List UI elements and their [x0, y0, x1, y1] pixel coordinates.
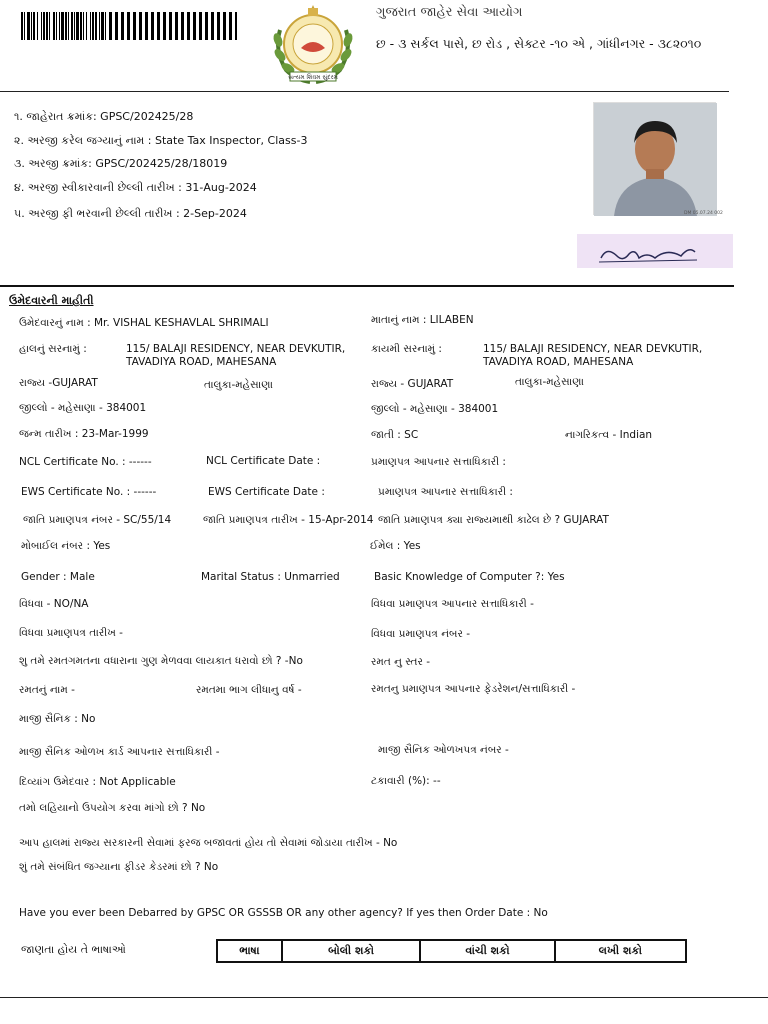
widow-certificate-date: વિધવા પ્રમાણપત્ર તારીખ -: [19, 627, 123, 639]
logo-banner-text: સત્યમ શિવમ સુંદરમ: [288, 74, 338, 81]
disability-percentage: ટકાવારી (%): --: [371, 775, 441, 787]
district-right: જીલ્લો - મહેસાણા - 384001: [371, 403, 499, 415]
candidate-name: ઉમેદવારનું નામ : Mr. VISHAL KESHAVLAL SHRIMALI: [19, 317, 269, 329]
header-divider: [0, 91, 729, 92]
post-name: ૨. અરજી કરેલ જગ્યાનું નામ : State Tax Inspector, Class-3: [14, 134, 308, 147]
can-write-header: લખી શકો: [555, 940, 686, 962]
advt-number: ૧. જાહેરાત ક્રમાંક: GPSC/202425/28: [14, 110, 194, 123]
gender: Gender : Male: [21, 571, 95, 583]
languages-label: જાણતા હોય તે ભાષાઓ: [21, 943, 126, 956]
candidate-signature: [577, 234, 733, 268]
fee-last-date: ૫. અરજી ફી ભરવાની છેલ્લી તારીખ : 2-Sep-2024: [14, 207, 247, 220]
language-table-header-row: [217, 940, 686, 962]
present-address-line2: TAVADIYA ROAD, MAHESANA: [126, 356, 277, 368]
caste-certificate-date: જાતિ પ્રમાણપત્ર તારીખ - 15-Apr-2014: [203, 514, 374, 526]
taluka-right: તાલુકા-મહેસાણા: [515, 376, 584, 388]
state-right: રાજ્ય - GUJARAT: [371, 378, 454, 390]
feeder-cadre-question: શું તમે સંબંધિત જગ્યાના ફીડર કેડરમાં છો ? No: [19, 861, 219, 873]
caste: જાતી : SC: [371, 429, 419, 441]
widow-certificate-no: વિધવા પ્રમાણપત્ર નંબર -: [371, 628, 471, 640]
present-address-line1: 115/ BALAJI RESIDENCY, NEAR DEVKUTIR,: [126, 343, 346, 355]
commission-address: છ - ૩ સર્કલ પાસે, છ રોડ , સેક્ટર -૧૦ એ , ગાંધીનગર - ૩૮૨૦૧૦: [376, 36, 702, 51]
barcode-bar: [235, 12, 237, 40]
taluka-left: તાલુકા-મહેસાણા: [204, 379, 273, 391]
district-left: જીલ્લો - મહેસાણા - 384001: [19, 402, 147, 414]
language-header: ભાષા: [217, 940, 282, 962]
section-divider: [0, 285, 734, 287]
ews-certificate-date: EWS Certificate Date :: [208, 486, 325, 498]
ex-service-card-no: માજી સૈનિક ઓળખપત્ર નંબર -: [378, 744, 509, 756]
present-address-label: હાલનું સરનામું :: [19, 343, 87, 355]
permanent-address-line2: TAVADIYA ROAD, MAHESANA: [483, 356, 634, 368]
footer-divider: [0, 997, 768, 998]
permanent-address-line1: 115/ BALAJI RESIDENCY, NEAR DEVKUTIR,: [483, 343, 703, 355]
ex-serviceman: માજી સૈનિક : No: [19, 713, 96, 725]
debarred-question: Have you ever been Debarred by GPSC OR GSSSB OR any other agency? If yes then Order Date : No: [19, 907, 548, 919]
computer-knowledge: Basic Knowledge of Computer ?: Yes: [374, 571, 565, 583]
barcode: [21, 12, 237, 40]
ncl-certificate-no: NCL Certificate No. : ------: [19, 456, 152, 468]
email: ઈમેલ : Yes: [370, 540, 421, 552]
can-speak-header: બોલી શકો: [282, 940, 421, 962]
mobile: મોબાઈલ નંબર : Yes: [21, 540, 111, 552]
state-left: રાજ્ય -GUJARAT: [19, 377, 98, 389]
mother-name: માતાનું નામ : LILABEN: [371, 314, 474, 326]
section-title: ઉમેદવારની માહીતી: [9, 294, 94, 307]
commission-name: ગુજરાત જાહેર સેવા આયોગ: [376, 5, 523, 20]
last-date: ૪. અરજી સ્વીકારવાની છેલ્લી તારીખ : 31-Aug-2024: [14, 181, 257, 194]
caste-certificate-state: જાતિ પ્રમાણપત્ર ક્યા રાજ્યમાથી કાઢેલ છે ? GUJARAT: [378, 514, 609, 526]
photo-caption: DM 05.07.24 002: [684, 211, 723, 216]
sports-level: રમત નુ સ્તર -: [371, 656, 431, 668]
marital-status: Marital Status : Unmarried: [201, 571, 340, 583]
gpsc-logo: [268, 0, 358, 90]
caste-certificate-no: જાતિ પ્રમાણપત્ર નંબર - SC/55/14: [23, 514, 172, 526]
nationality: નાગરિકત્વ - Indian: [565, 429, 653, 441]
date-of-birth: જન્મ તારીખ : 23-Mar-1999: [19, 428, 149, 440]
sport-name: રમતનું નામ -: [19, 684, 75, 696]
ex-service-card-authority: માજી સૈનિક ઓળખ કાર્ડ આપનાર સત્તાધિકારી -: [19, 746, 220, 758]
ews-certificate-no: EWS Certificate No. : ------: [21, 486, 157, 498]
can-read-header: વાંચી શકો: [420, 940, 554, 962]
ncl-certificate-date: NCL Certificate Date :: [206, 455, 321, 467]
widow-status: વિધવા - NO/NA: [19, 598, 89, 610]
sports-question: શુ તમે રમતગમતના વધારાના ગુણ મેળવવા લાયકાત ધરાવો છો ? -No: [19, 655, 303, 667]
govt-service-question: આપ હાલમાં રાજ્ય સરકારની સેવામાં ફરજ બજાવતાં હોય તો સેવામાં જોડાયા તારીખ - No: [19, 837, 398, 849]
ews-certificate-authority: પ્રમાણપત્ર આપનાર સત્તાધિકારી :: [378, 486, 513, 498]
permanent-address-label: કાયમી સરનામું :: [371, 343, 442, 355]
language-table: [216, 939, 687, 963]
application-number: ૩. અરજી ક્રમાંક: GPSC/202425/28/18019: [14, 157, 228, 170]
candidate-photo: [593, 102, 723, 216]
sport-year: રમતમા ભાગ લીધાનુ વર્ષ -: [196, 684, 302, 696]
scribe-question: તમો લહિયાનો ઉપયોગ કરવા માંગો છો ? No: [19, 802, 206, 814]
widow-certificate-authority: વિધવા પ્રમાણપત્ર આપનાર સત્તાધિકારી -: [371, 598, 534, 610]
ncl-certificate-authority: પ્રમાણપત્ર આપનાર સત્તાધિકારી :: [371, 456, 506, 468]
disability: દિવ્યાંગ ઉમેદવાર : Not Applicable: [19, 776, 176, 788]
sport-certificate-authority: રમતનુ પ્રમાણપત્ર આપનાર ફેડરેશન/સત્તાધિકારી -: [371, 683, 576, 695]
